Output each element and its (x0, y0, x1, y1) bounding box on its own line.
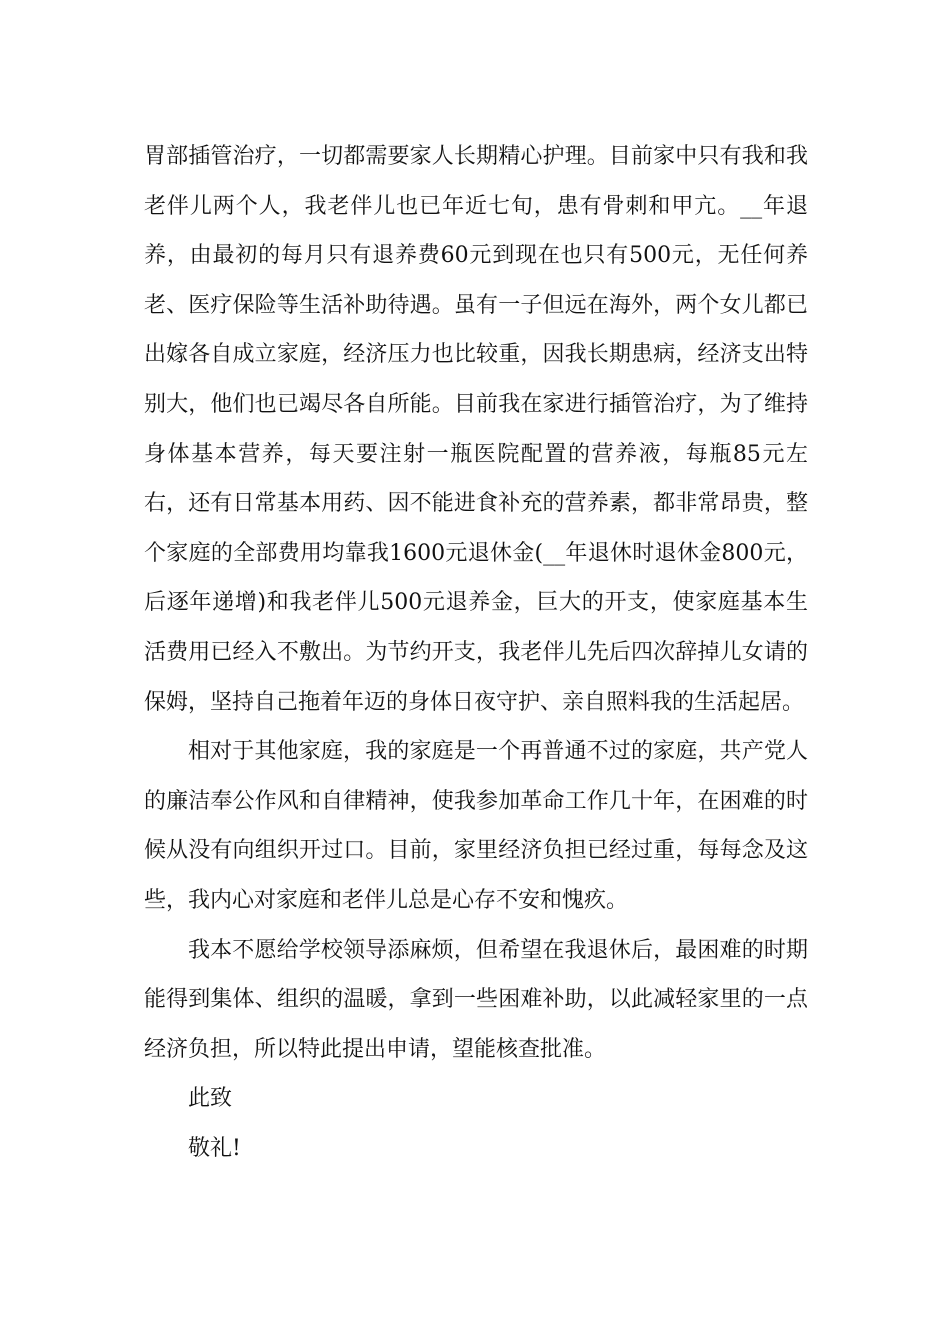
paragraph-family-situation: 相对于其他家庭，我的家庭是一个再普通不过的家庭，共产党人的廉洁奉公作风和自律精神，使我参加革命工作几十年，在困难的时候从没有向组织开过口。目前，家里经济负担已经过重，每每念及这些，我内心对家庭和老伴儿总是心存不安和愧疚。 (144, 739, 808, 913)
paragraph-continued: 胃部插管治疗，一切都需要家人长期精心护理。目前家中只有我和我老伴儿两个人，我老伴儿也已年近七旬，患有骨刺和甲亢。__年退养，由最初的每月只有退养费60元到现在也只有500元，无任何养老、医疗保险等生活补助待遇。虽有一子但远在海外，两个女儿都已出嫁各自成立家庭，经济压力也比较重，因我长期患病，经济支出特别大，他们也已竭尽各自所能。目前我在家进行插管治疗，为了维持身体基本营养，每天要注射一瓶医院配置的营养液，每瓶85元左右，还有日常基本用药、因不能进食补充的营养素，都非常昂贵，整个家庭的全部费用均靠我1600元退休金(__年退休时退休金800元，后逐年递增)和我老伴儿500元退养金，巨大的开支，使家庭基本生活费用已经入不敷出。为节约开支，我老伴儿先后四次辞掉儿女请的保姆，坚持自己拖着年迈的身体日夜守护、亲自照料我的生活起居。 (144, 144, 808, 715)
paragraph-request: 我本不愿给学校领导添麻烦，但希望在我退休后，最困难的时期能得到集体、组织的温暖，拿到一些困难补助，以此减轻家里的一点经济负担，所以特此提出申请，望能核查批准。 (144, 937, 808, 1062)
letter-body (144, 132, 808, 1173)
closing-salutation: 此致 (188, 1086, 233, 1112)
closing-regards: 敬礼! (188, 1135, 241, 1161)
